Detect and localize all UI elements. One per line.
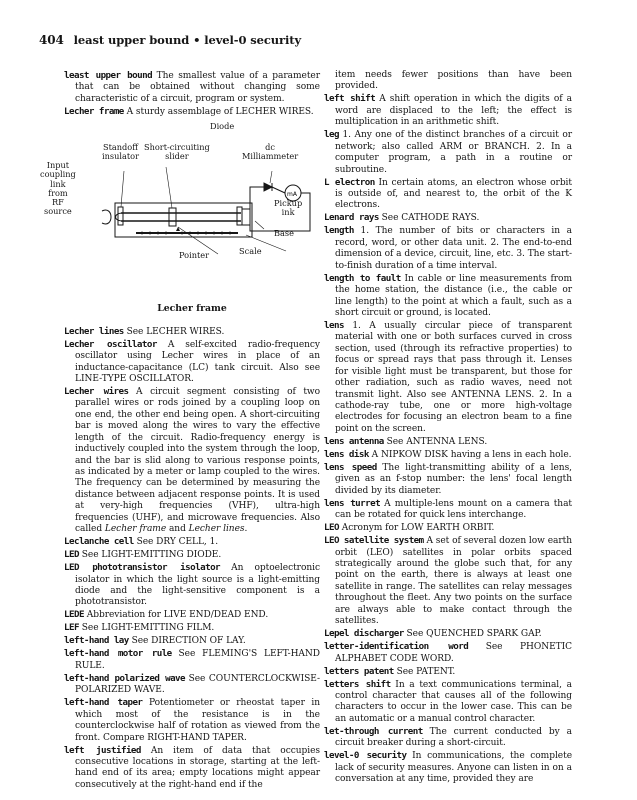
entry-definition: The light-transmitting ability of a lens, given as an f-stop number: the lens' focal length divided by its diameter. xyxy=(335,462,572,496)
dictionary-entry xyxy=(64,745,320,792)
entry-italic: Lecher lines xyxy=(188,524,245,535)
entry-term: L electron xyxy=(324,176,375,188)
entry-definition: A NIPKOW DISK having a lens in each hole. xyxy=(368,449,572,460)
entry-definition: In cable or line measurements from the home station, the distance (i.e., the cable or line length) to the point at which a fault, such as a short circuit or ground, is located. xyxy=(335,273,572,318)
entry-term: let-through current xyxy=(324,725,423,737)
entry-term: lens xyxy=(324,320,344,332)
figure-caption: Lecher frame xyxy=(157,303,227,315)
entry-definition: A shift operation in which the digits of a word are displaced to the left; the effect is multiplication in an arithmetic shift. xyxy=(335,94,572,128)
entry-term: Lepel discharger xyxy=(324,628,404,640)
entry-definition: A self-excited radio-frequency oscillator using Lecher wires in place of an inductance-capacitance (LC) tank circuit. Also see LINE-TYPE OSCILLATOR. xyxy=(75,339,320,384)
entry-text: . xyxy=(244,524,248,535)
entry-definition: See QUENCHED SPARK GAP. xyxy=(403,629,542,640)
entry-term: LED phototransistor isolator xyxy=(64,562,221,574)
entry-term: Lecher frame xyxy=(64,105,124,117)
entry-definition: See LIGHT-EMITTING DIODE. xyxy=(78,550,222,561)
entry-term: letters patent xyxy=(324,665,394,677)
entry-term: leg xyxy=(324,129,339,141)
dictionary-entry xyxy=(324,462,572,497)
entry-term: left-hand motor rule xyxy=(64,648,172,660)
dictionary-entry xyxy=(324,498,572,522)
dictionary-entry xyxy=(324,436,572,448)
dictionary-entry xyxy=(324,177,572,212)
page-number: 404 xyxy=(39,33,64,47)
input-coupling-loop xyxy=(116,213,124,221)
svg-text:mA: mA xyxy=(287,191,297,199)
entry-term: left justified xyxy=(64,744,141,756)
entry-definition: See ANTENNA LENS. xyxy=(383,436,488,447)
entry-term: lens speed xyxy=(324,461,377,473)
entry-text: and xyxy=(166,524,189,535)
dictionary-entry xyxy=(64,70,320,105)
dictionary-entry xyxy=(64,536,320,548)
entry-definition: An item of data that occupies consecutive locations in storage, starting at the left-hand end of its area; empty locations might appear consecutively at the right-hand end if the xyxy=(75,745,320,790)
entry-term: left-hand taper xyxy=(64,697,143,709)
label-diode: Diode xyxy=(210,121,235,132)
dictionary-entry xyxy=(324,726,572,750)
entry-term: Lecher lines xyxy=(64,325,124,337)
entry-term: Leclanche cell xyxy=(64,536,134,548)
entry-term: left-hand polarized wave xyxy=(64,672,186,684)
dictionary-entry xyxy=(64,673,320,697)
entry-definition: 1. Any one of the distinct branches of a circuit or network; also called ARM or BRANCH. 2. In a computer program, a path in a routine or subroutine. xyxy=(335,130,572,175)
entry-term: LEDE xyxy=(64,609,84,621)
entry-term: lens disk xyxy=(324,448,369,460)
entry-definition: In a text communications terminal, a control character that causes all of the following characters to occur in the lower case. This can be an automatic or a manual control character. xyxy=(335,679,572,724)
entry-definition: A set of several dozen low earth orbit (LEO) satellites in polar orbits spaced strategically around the globe such that, for any point on the earth, there is always at least one satellite in range. The satellites can relay messages throughout the fleet. Any two points on the surface are always able to make contact through the satellites. xyxy=(335,536,572,627)
entry-definition: The smallest value of a parameter that can be obtained without changing some characteristic of a circuit, program or system. xyxy=(75,71,320,104)
label-shorting: Short-circuiting slider xyxy=(144,142,210,162)
entry-definition: See COUNTERCLOCKWISE-POLARIZED WAVE. xyxy=(75,673,320,696)
entry-definition: Acronym for LOW EARTH ORBIT. xyxy=(338,523,495,534)
entry-term: length to fault xyxy=(324,272,401,284)
entry-definition: See DRY CELL, 1. xyxy=(133,537,219,548)
dictionary-entry xyxy=(64,326,320,338)
shorting-slider xyxy=(169,208,176,226)
entry-definition: See FLEMING'S LEFT-HAND RULE. xyxy=(75,649,320,671)
dictionary-entry xyxy=(324,212,572,224)
label-scale: Scale xyxy=(239,246,262,257)
left-column xyxy=(40,70,320,792)
label-base: Base xyxy=(274,228,294,239)
entry-term: LED xyxy=(64,549,79,561)
entry-term: least upper bound xyxy=(64,70,153,81)
label-standoff: Standoff insulator xyxy=(102,142,139,162)
entry-term: LEO xyxy=(324,522,339,534)
running-head: least upper bound • level-0 security xyxy=(73,33,302,47)
entry-definition: 1. The number of bits or characters in a record, word, or other data unit. 2. The end-to-end dimension of a device, circuit, line, etc. 3. The start-to-finish duration of a time interval. xyxy=(335,226,572,271)
entry-term: level-0 security xyxy=(324,750,407,762)
input-link xyxy=(102,210,111,224)
entry-definition: A multiple-lens mount on a camera that can be rotated for quick lens interchange. xyxy=(335,498,572,521)
entry-definition: A sturdy assemblage of LECHER WIRES. xyxy=(123,106,314,117)
dictionary-entry xyxy=(324,641,572,665)
dictionary-entry xyxy=(324,273,572,320)
dictionary-entry xyxy=(324,320,572,435)
entry-definition: In certain atoms, an electron whose orbit is outside of, and nearest to, the orbit of the K electrons. xyxy=(335,177,572,211)
dictionary-entry xyxy=(324,679,572,726)
dictionary-entry xyxy=(324,93,572,128)
entry-term: lens turret xyxy=(324,497,381,509)
base-board xyxy=(115,203,252,237)
dictionary-entry xyxy=(324,628,572,640)
entry-term: left shift xyxy=(324,93,376,105)
continued-text: item needs fewer positions than have been provided. xyxy=(335,70,572,92)
entry-term: length xyxy=(324,225,354,237)
entry-definition: A circuit segment consisting of two parallel wires or rods joined by a coupling loop on one end, the other end being open. A short-circuiting bar is moved along the wires to vary the effective length of the circuit. Radio-frequency energy is inductively coupled into the system through the loop, and the bar is slid along to various response points, as indicated by a meter or lamp coupled to the wires. The frequency can be determined by measuring the distance between adjacent response points. It is used at very-high frequencies (VHF), ultra-high frequencies (UHF), and microwave frequencies. Also called xyxy=(75,387,320,535)
dictionary-entry xyxy=(324,225,572,272)
label-dc: dc Milliammeter xyxy=(242,142,299,162)
dictionary-entry xyxy=(324,666,572,678)
dictionary-entry xyxy=(64,562,320,609)
entry-term: letters shift xyxy=(324,678,391,690)
entry-term: Lecher wires xyxy=(64,386,129,397)
entry-definition: The current conducted by a circuit breaker during a short-circuit. xyxy=(335,726,572,749)
dictionary-entry xyxy=(324,750,572,785)
entry-italic: Lecher frame xyxy=(104,524,167,535)
label-pickup: Pickup ink xyxy=(274,198,303,218)
entry-term: letter-identification word xyxy=(324,641,469,653)
entry-definition: Abbreviation for LIVE END/DEAD END. xyxy=(83,610,269,621)
right-column xyxy=(324,70,572,786)
entry-definition: An optoelectronic isolator in which the light source is a light-emitting diode and the light-sensitive component is a phototransistor. xyxy=(75,563,320,608)
dictionary-entry xyxy=(64,549,320,561)
entry-definition: Potentiometer or rheostat taper in which most of the resistance is in the counterclockwise half of rotation as viewed from the front. Compare RIGHT-HAND TAPER. xyxy=(75,698,320,743)
label-pointer: Pointer xyxy=(179,250,210,261)
entry-term: LEO satellite system xyxy=(324,535,424,547)
entry-definition: 1. A usually circular piece of transparent material with one or both surfaces curved in cross section, used (through its refractive properties) to focus or spread rays that pass through it. Lenses for visible light must be transparent, but those for other radiation, such as radio waves, need not transmit light. Also see ANTENNA LENS. 2. In a cathode-ray tube, one or more high-voltage electrodes for focusing an electron beam to a fine point on the screen. xyxy=(335,321,572,434)
running-header xyxy=(39,33,301,47)
entry-definition: See PATENT. xyxy=(393,666,456,677)
entry-term: left-hand lay xyxy=(64,635,129,647)
standoff-insulator-right xyxy=(237,207,242,225)
dictionary-entry xyxy=(64,622,320,634)
pickup-link xyxy=(242,209,250,225)
entry-term: Lenard rays xyxy=(324,212,379,224)
dictionary-entry xyxy=(324,535,572,627)
entry-definition: See LIGHT-EMITTING FILM. xyxy=(78,623,215,634)
dictionary-entry xyxy=(324,129,572,176)
entry-definition: In communications, the complete lack of security measures. Anyone can listen in on a conversation at any time, provided they are xyxy=(335,751,572,785)
lecher-frame-figure xyxy=(40,121,320,299)
dictionary-entry xyxy=(64,697,320,744)
entry-term: LEF xyxy=(64,622,79,634)
dictionary-entry xyxy=(64,386,320,535)
entry-term: lens antenna xyxy=(324,435,384,447)
dictionary-entry xyxy=(324,449,572,461)
label-input: Input coupling link from RF source xyxy=(40,160,76,217)
entry-definition: See PHONETIC ALPHABET CODE WORD. xyxy=(335,642,573,664)
dictionary-entry xyxy=(64,635,320,647)
dictionary-entry xyxy=(64,339,320,386)
dictionary-entry xyxy=(324,522,572,534)
standoff-insulator-left xyxy=(118,207,123,225)
entry-definition: See DIRECTION OF LAY. xyxy=(128,636,246,647)
dictionary-entry xyxy=(64,609,320,621)
dictionary-entry xyxy=(64,106,320,118)
entry-term: Lecher oscillator xyxy=(64,338,157,350)
diode-symbol xyxy=(264,183,272,191)
entry-definition: See CATHODE RAYS. xyxy=(378,213,480,224)
entry-definition: See LECHER WIRES. xyxy=(123,326,225,337)
dictionary-entry xyxy=(64,648,320,672)
